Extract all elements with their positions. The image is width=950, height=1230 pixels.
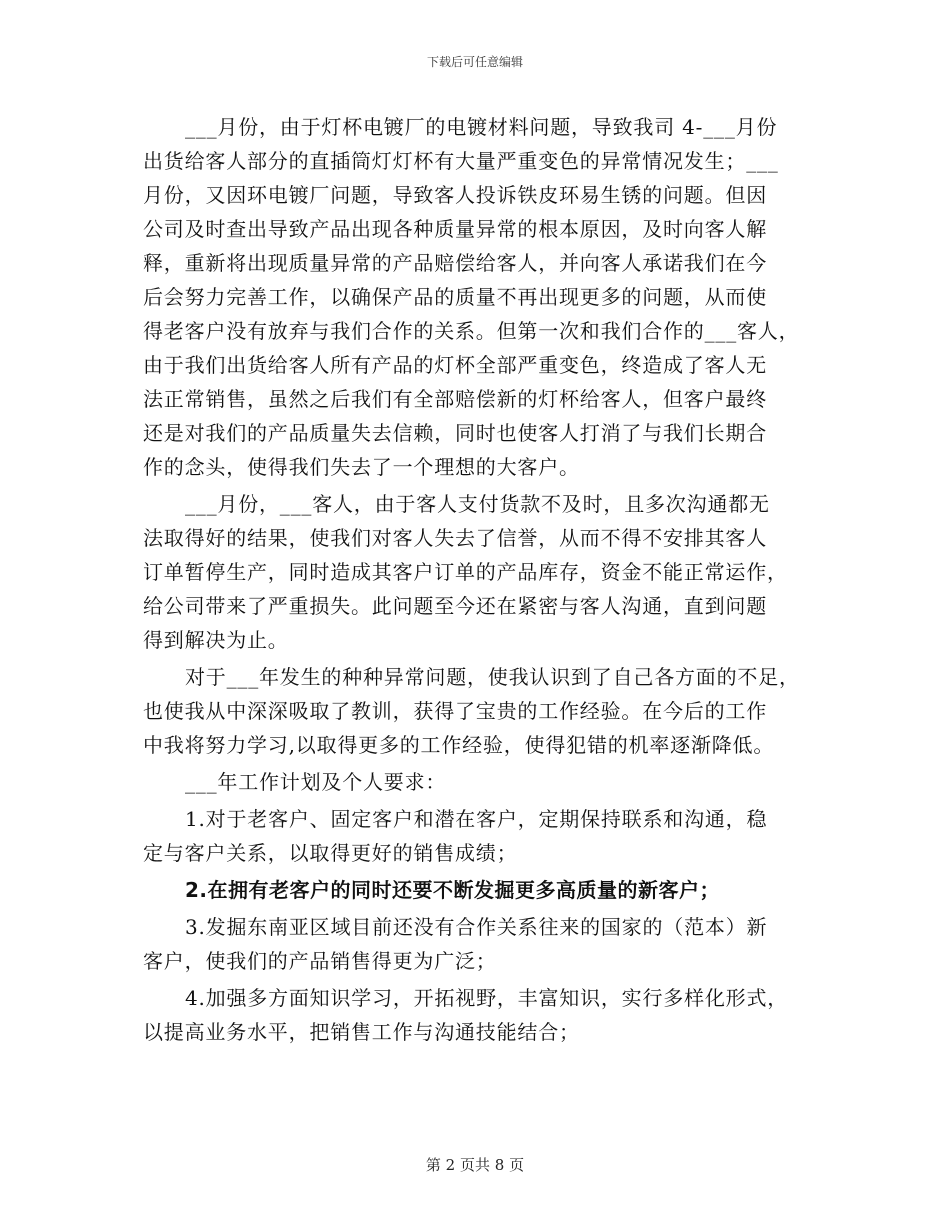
text-line: 由于我们出货给客人所有产品的灯杯全部严重变色，终造成了客人无 (143, 353, 767, 377)
text-line: 法取得好的结果，使我们对客人失去了信誉，从而不得不安排其客人 (143, 526, 767, 550)
list-item: 1.对于老客户、固定客户和潜在客户，定期保持联系和沟通，稳 (185, 807, 768, 831)
list-item-bold: 2.在拥有老客户的同时还要不断发掘更多高质量的新客户； (185, 878, 721, 902)
text-line: 给公司带来了严重损失。此问题至今还在紧密与客人沟通，直到问题 (143, 594, 767, 618)
text-line: 公司及时查出导致产品出现各种质量异常的根本原因，及时向客人解 (143, 217, 767, 241)
text-line: 订单暂停生产，同时造成其客户订单的产品库存，资金不能正常运作， (143, 560, 788, 584)
text-line: 作的念头，使得我们失去了一个理想的大客户。 (143, 455, 580, 479)
list-item: 3.发掘东南亚区域目前还没有合作关系往来的国家的（范本）新 (185, 915, 768, 939)
text-line: ___月份，由于灯杯电镀厂的电镀材料问题，导致我司 4-___月份 (185, 115, 778, 139)
section-heading: ___年工作计划及个人要求： (185, 770, 447, 794)
header-note: 下载后可任意编辑 (426, 55, 523, 69)
list-item-continuation: 以提高业务水平，把销售工作与沟通技能结合； (143, 1020, 580, 1044)
text-line: 中我将努力学习,以取得更多的工作经验，使得犯错的机率逐渐降低。 (143, 733, 775, 757)
text-line: 得老客户没有放弃与我们合作的关系。但第一次和我们合作的___客人， (143, 319, 800, 343)
text-line: 法正常销售，虽然之后我们有全部赔偿新的灯杯给客人，但客户最终 (143, 387, 767, 411)
text-line: 对于___年发生的种种异常问题，使我认识到了自己各方面的不足， (185, 665, 800, 689)
text-line: 后会努力完善工作，以确保产品的质量不再出现更多的问题，从而使 (143, 285, 767, 309)
text-line: 也使我从中深深吸取了教训，获得了宝贵的工作经验。在今后的工作 (143, 699, 767, 723)
page-footer: 第 2 页共 8 页 (425, 1156, 525, 1174)
list-item: 4.加强多方面知识学习，开拓视野，丰富知识，实行多样化形式， (185, 986, 789, 1010)
body-text (143, 110, 813, 1049)
list-item-continuation: 客户，使我们的产品销售得更为广泛； (143, 949, 497, 973)
text-line: 还是对我们的产品质量失去信赖，同时也使客人打消了与我们长期合 (143, 421, 767, 445)
text-line: ___月份，___客人，由于客人支付货款不及时，且多次沟通都无 (185, 492, 770, 516)
text-line: 释，重新将出现质量异常的产品赔偿给客人，并向客人承诺我们在今 (143, 251, 767, 275)
text-line: 月份，又因环电镀厂问题，导致客人投诉铁皮环易生锈的问题。但因 (143, 183, 767, 207)
list-item-continuation: 定与客户关系，以取得更好的销售成绩； (143, 841, 518, 865)
text-line: 出货给客人部分的直插筒灯灯杯有大量严重变色的异常情况发生；___ (143, 149, 779, 173)
text-line: 得到解决为止。 (143, 628, 289, 652)
